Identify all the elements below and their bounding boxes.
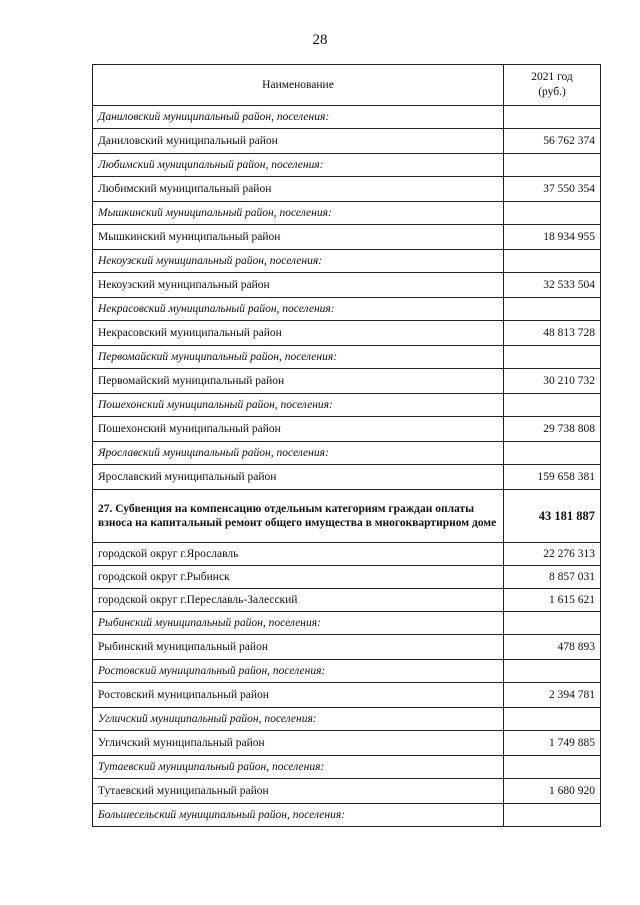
- column-header-year-unit: (руб.): [538, 86, 566, 98]
- budget-table: [92, 64, 601, 827]
- column-header-year-label: 2021 год: [531, 71, 573, 83]
- row-name: Мышкинский муниципальный район: [93, 225, 504, 250]
- row-amount: 1 680 920: [504, 779, 601, 804]
- table-row: [93, 543, 601, 566]
- row-amount: 29 738 808: [504, 417, 601, 442]
- row-amount: [504, 250, 601, 273]
- row-amount: 30 210 732: [504, 369, 601, 394]
- row-name: городской округ г.Переславль-Залесский: [93, 589, 504, 612]
- column-header-year: [504, 65, 601, 106]
- row-amount: [504, 708, 601, 731]
- table-row: [93, 346, 601, 369]
- settlements-label: Даниловский муниципальный район, поселения:: [93, 106, 504, 129]
- table-row: [93, 129, 601, 154]
- table-row: [93, 612, 601, 635]
- row-amount: [504, 202, 601, 225]
- row-name: Рыбинский муниципальный район: [93, 635, 504, 660]
- row-amount: [504, 442, 601, 465]
- table-row: [93, 804, 601, 827]
- settlements-label: Ростовский муниципальный район, поселения:: [93, 660, 504, 683]
- row-amount: [504, 804, 601, 827]
- row-name: Первомайский муниципальный район: [93, 369, 504, 394]
- settlements-label: Первомайский муниципальный район, поселения:: [93, 346, 504, 369]
- row-name: Некрасовский муниципальный район: [93, 321, 504, 346]
- row-amount: 56 762 374: [504, 129, 601, 154]
- table-row: [93, 369, 601, 394]
- table-row: [93, 298, 601, 321]
- table-row: [93, 756, 601, 779]
- row-amount: 2 394 781: [504, 683, 601, 708]
- settlements-label: Пошехонский муниципальный район, поселения:: [93, 394, 504, 417]
- table-row: [93, 106, 601, 129]
- row-amount: 8 857 031: [504, 566, 601, 589]
- row-amount: 48 813 728: [504, 321, 601, 346]
- row-name: Некоузский муниципальный район: [93, 273, 504, 298]
- row-name: Пошехонский муниципальный район: [93, 417, 504, 442]
- table-row: [93, 225, 601, 250]
- table-row: [93, 566, 601, 589]
- table-row: [93, 490, 601, 543]
- row-amount: 1 749 885: [504, 731, 601, 756]
- row-amount: 22 276 313: [504, 543, 601, 566]
- table-header-row: [93, 65, 601, 106]
- row-name: Тутаевский муниципальный район: [93, 779, 504, 804]
- table-row: [93, 635, 601, 660]
- row-name: городской округ г.Рыбинск: [93, 566, 504, 589]
- row-amount: [504, 394, 601, 417]
- settlements-label: Угличский муниципальный район, поселения:: [93, 708, 504, 731]
- row-amount: [504, 756, 601, 779]
- row-amount: 32 533 504: [504, 273, 601, 298]
- table-row: [93, 394, 601, 417]
- table-row: [93, 250, 601, 273]
- table-row: [93, 660, 601, 683]
- row-amount: 1 615 621: [504, 589, 601, 612]
- settlements-label: Любимский муниципальный район, поселения:: [93, 154, 504, 177]
- settlements-label: Некоузский муниципальный район, поселения:: [93, 250, 504, 273]
- section-title: 27. Субвенция на компенсацию отдельным категориям граждан оплаты взноса на капитальный ремонт общего имущества в многоквартирном доме: [93, 490, 504, 543]
- row-amount: 37 550 354: [504, 177, 601, 202]
- table-row: [93, 731, 601, 756]
- table-row: [93, 465, 601, 490]
- settlements-label: Ярославский муниципальный район, поселения:: [93, 442, 504, 465]
- settlements-label: Тутаевский муниципальный район, поселения:: [93, 756, 504, 779]
- row-amount: [504, 612, 601, 635]
- row-amount: [504, 154, 601, 177]
- row-amount: [504, 298, 601, 321]
- page-number: 28: [312, 32, 328, 48]
- table-row: [93, 589, 601, 612]
- row-name: Угличский муниципальный район: [93, 731, 504, 756]
- table-row: [93, 321, 601, 346]
- settlements-label: Мышкинский муниципальный район, поселения:: [93, 202, 504, 225]
- row-amount: [504, 660, 601, 683]
- table-row: [93, 273, 601, 298]
- table-row: [93, 683, 601, 708]
- table-row: [93, 202, 601, 225]
- table-row: [93, 779, 601, 804]
- table-row: [93, 154, 601, 177]
- row-amount: [504, 106, 601, 129]
- table-row: [93, 708, 601, 731]
- row-name: Любимский муниципальный район: [93, 177, 504, 202]
- row-amount: 18 934 955: [504, 225, 601, 250]
- table-row: [93, 442, 601, 465]
- row-amount: [504, 346, 601, 369]
- row-name: Ярославский муниципальный район: [93, 465, 504, 490]
- row-name: Даниловский муниципальный район: [93, 129, 504, 154]
- row-name: городской округ г.Ярославль: [93, 543, 504, 566]
- settlements-label: Некрасовский муниципальный район, поселения:: [93, 298, 504, 321]
- settlements-label: Большесельский муниципальный район, поселения:: [93, 804, 504, 827]
- row-amount: 159 658 381: [504, 465, 601, 490]
- table-row: [93, 417, 601, 442]
- section-total: 43 181 887: [504, 490, 601, 543]
- settlements-label: Рыбинский муниципальный район, поселения:: [93, 612, 504, 635]
- row-name: Ростовский муниципальный район: [93, 683, 504, 708]
- column-header-name: Наименование: [93, 65, 504, 106]
- table-body: [93, 106, 601, 827]
- table-row: [93, 177, 601, 202]
- row-amount: 478 893: [504, 635, 601, 660]
